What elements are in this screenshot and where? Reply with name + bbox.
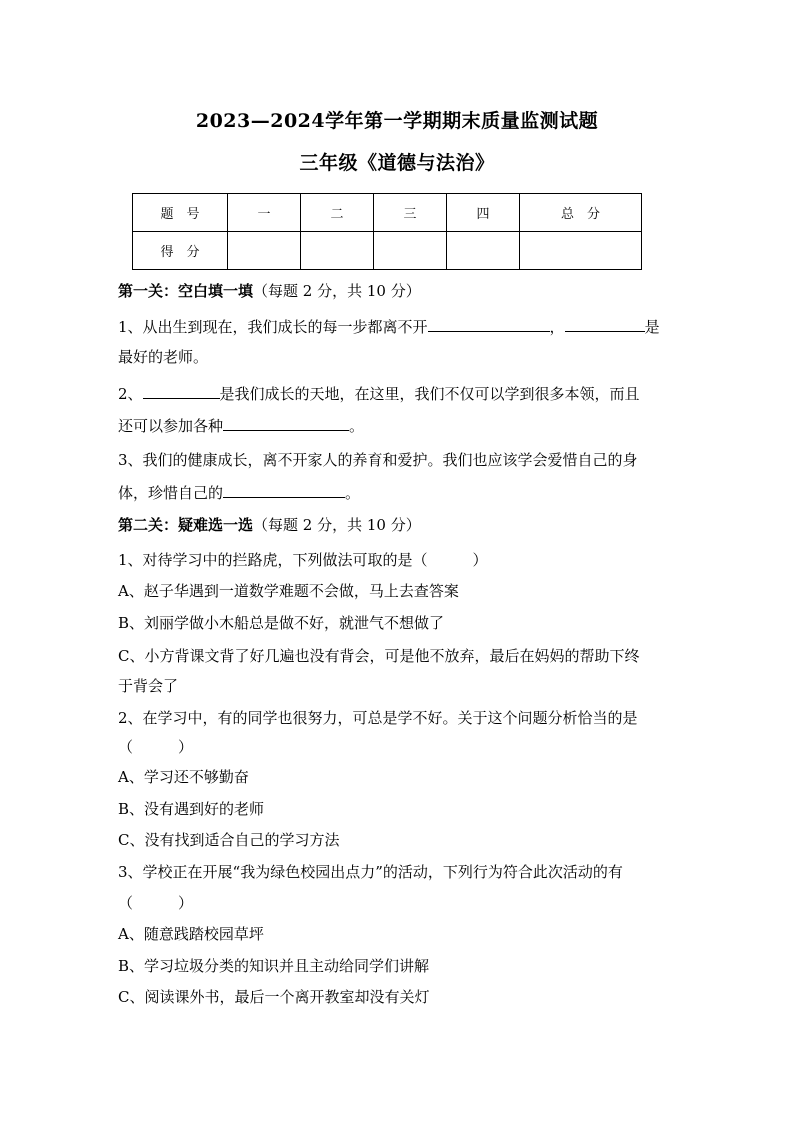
s1-q3-line1: 3、我们的健康成长，离不开家人的养育和爱护。我们也应该学会爱惜自己的身 [118,451,638,469]
answer-blank[interactable] [223,481,345,498]
s2-q2-option-b[interactable]: B、没有遇到好的老师 [118,800,265,818]
exam-title: 2023—2024学年第一学期期末质量监测试题 [195,110,599,132]
s1-q3-period: 。 [345,484,361,502]
score-cell[interactable] [301,232,374,270]
score-cell-total[interactable] [520,232,642,270]
s2-q3-line1: 3、学校正在开展“我为绿色校园出点力”的活动，下列行为符合此次活动的有 [118,863,623,881]
s1-q2-period: 。 [349,417,365,435]
s2-q1: 1、对待学习中的拦路虎，下列做法可取的是（ ） [118,551,488,569]
score-table-score-label: 得 分 [133,232,228,270]
s1-q2-number: 2、 [118,385,143,403]
s1-q1-text: 1、从出生到现在，我们成长的每一步都离不开 [118,318,428,336]
score-table [132,193,642,270]
s2-q3-option-b[interactable]: B、学习垃圾分类的知识并且主动给同学们讲解 [118,957,430,975]
s2-q1-option-c-line1[interactable]: C、小方背课文背了好几遍也没有背会，可是他不放弃，最后在妈妈的帮助下终 [118,647,640,665]
s1-q1-comma: ， [549,318,565,336]
score-cell[interactable] [374,232,447,270]
section2-note: （每题 2 分，共 10 分） [253,516,421,534]
score-cell[interactable] [228,232,301,270]
section1-title: 第一关：空白填一填 [118,282,254,300]
section2-heading [118,515,421,535]
section1-heading [118,281,421,301]
s1-q2-text2: 还可以参加各种 [118,417,224,435]
score-table-header-q4: 四 [447,194,520,232]
s1-q2-text: 是我们成长的天地，在这里，我们不仅可以学到很多本领，而且 [219,385,640,403]
s2-q2-option-a[interactable]: A、学习还不够勤奋 [118,768,249,786]
answer-blank[interactable] [143,382,220,399]
s2-q1-option-c-line2: 于背会了 [118,677,179,695]
s2-q1-option-a[interactable]: A、赵子华遇到一道数学难题不会做，马上去查答案 [118,582,459,600]
score-table-header-total: 总 分 [520,194,642,232]
s2-q3-line2[interactable]: （ ） [118,894,194,912]
answer-blank[interactable] [428,315,550,332]
s2-q2-option-c[interactable]: C、没有找到适合自己的学习方法 [118,831,340,849]
score-table-header-label: 题 号 [133,194,228,232]
s1-q1-line2: 最好的老师。 [118,348,209,366]
s1-q1-tail: 是 [644,318,660,336]
section2-title: 第二关：疑难选一选 [118,516,254,534]
score-table-header-q3: 三 [374,194,447,232]
answer-blank[interactable] [223,414,349,431]
score-table-header-q1: 一 [228,194,301,232]
s2-q3-option-a[interactable]: A、随意践踏校园草坪 [118,925,264,943]
s2-q3-option-c[interactable]: C、阅读课外书，最后一个离开教室却没有关灯 [118,988,430,1006]
answer-blank[interactable] [565,315,645,332]
s2-q2-line1: 2、在学习中，有的同学也很努力，可总是学不好。关于这个问题分析恰当的是 [118,709,638,727]
s2-q2-line2[interactable]: （ ） [118,738,194,756]
s1-q2-line2 [118,414,364,436]
s1-q2-line1 [118,382,640,404]
s1-q1-line1 [118,315,660,337]
score-table-score-row [133,232,642,270]
s2-q1-option-b[interactable]: B、刘丽学做小木船总是做不好，就泄气不想做了 [118,614,445,632]
score-cell[interactable] [447,232,520,270]
score-table-header-row [133,194,642,232]
s1-q3-line2 [118,481,360,503]
s1-q3-text2: 体，珍惜自己的 [118,484,224,502]
section1-note: （每题 2 分，共 10 分） [253,282,421,300]
exam-subtitle: 三年级《道德与法治》 [299,152,495,174]
score-table-header-q2: 二 [301,194,374,232]
